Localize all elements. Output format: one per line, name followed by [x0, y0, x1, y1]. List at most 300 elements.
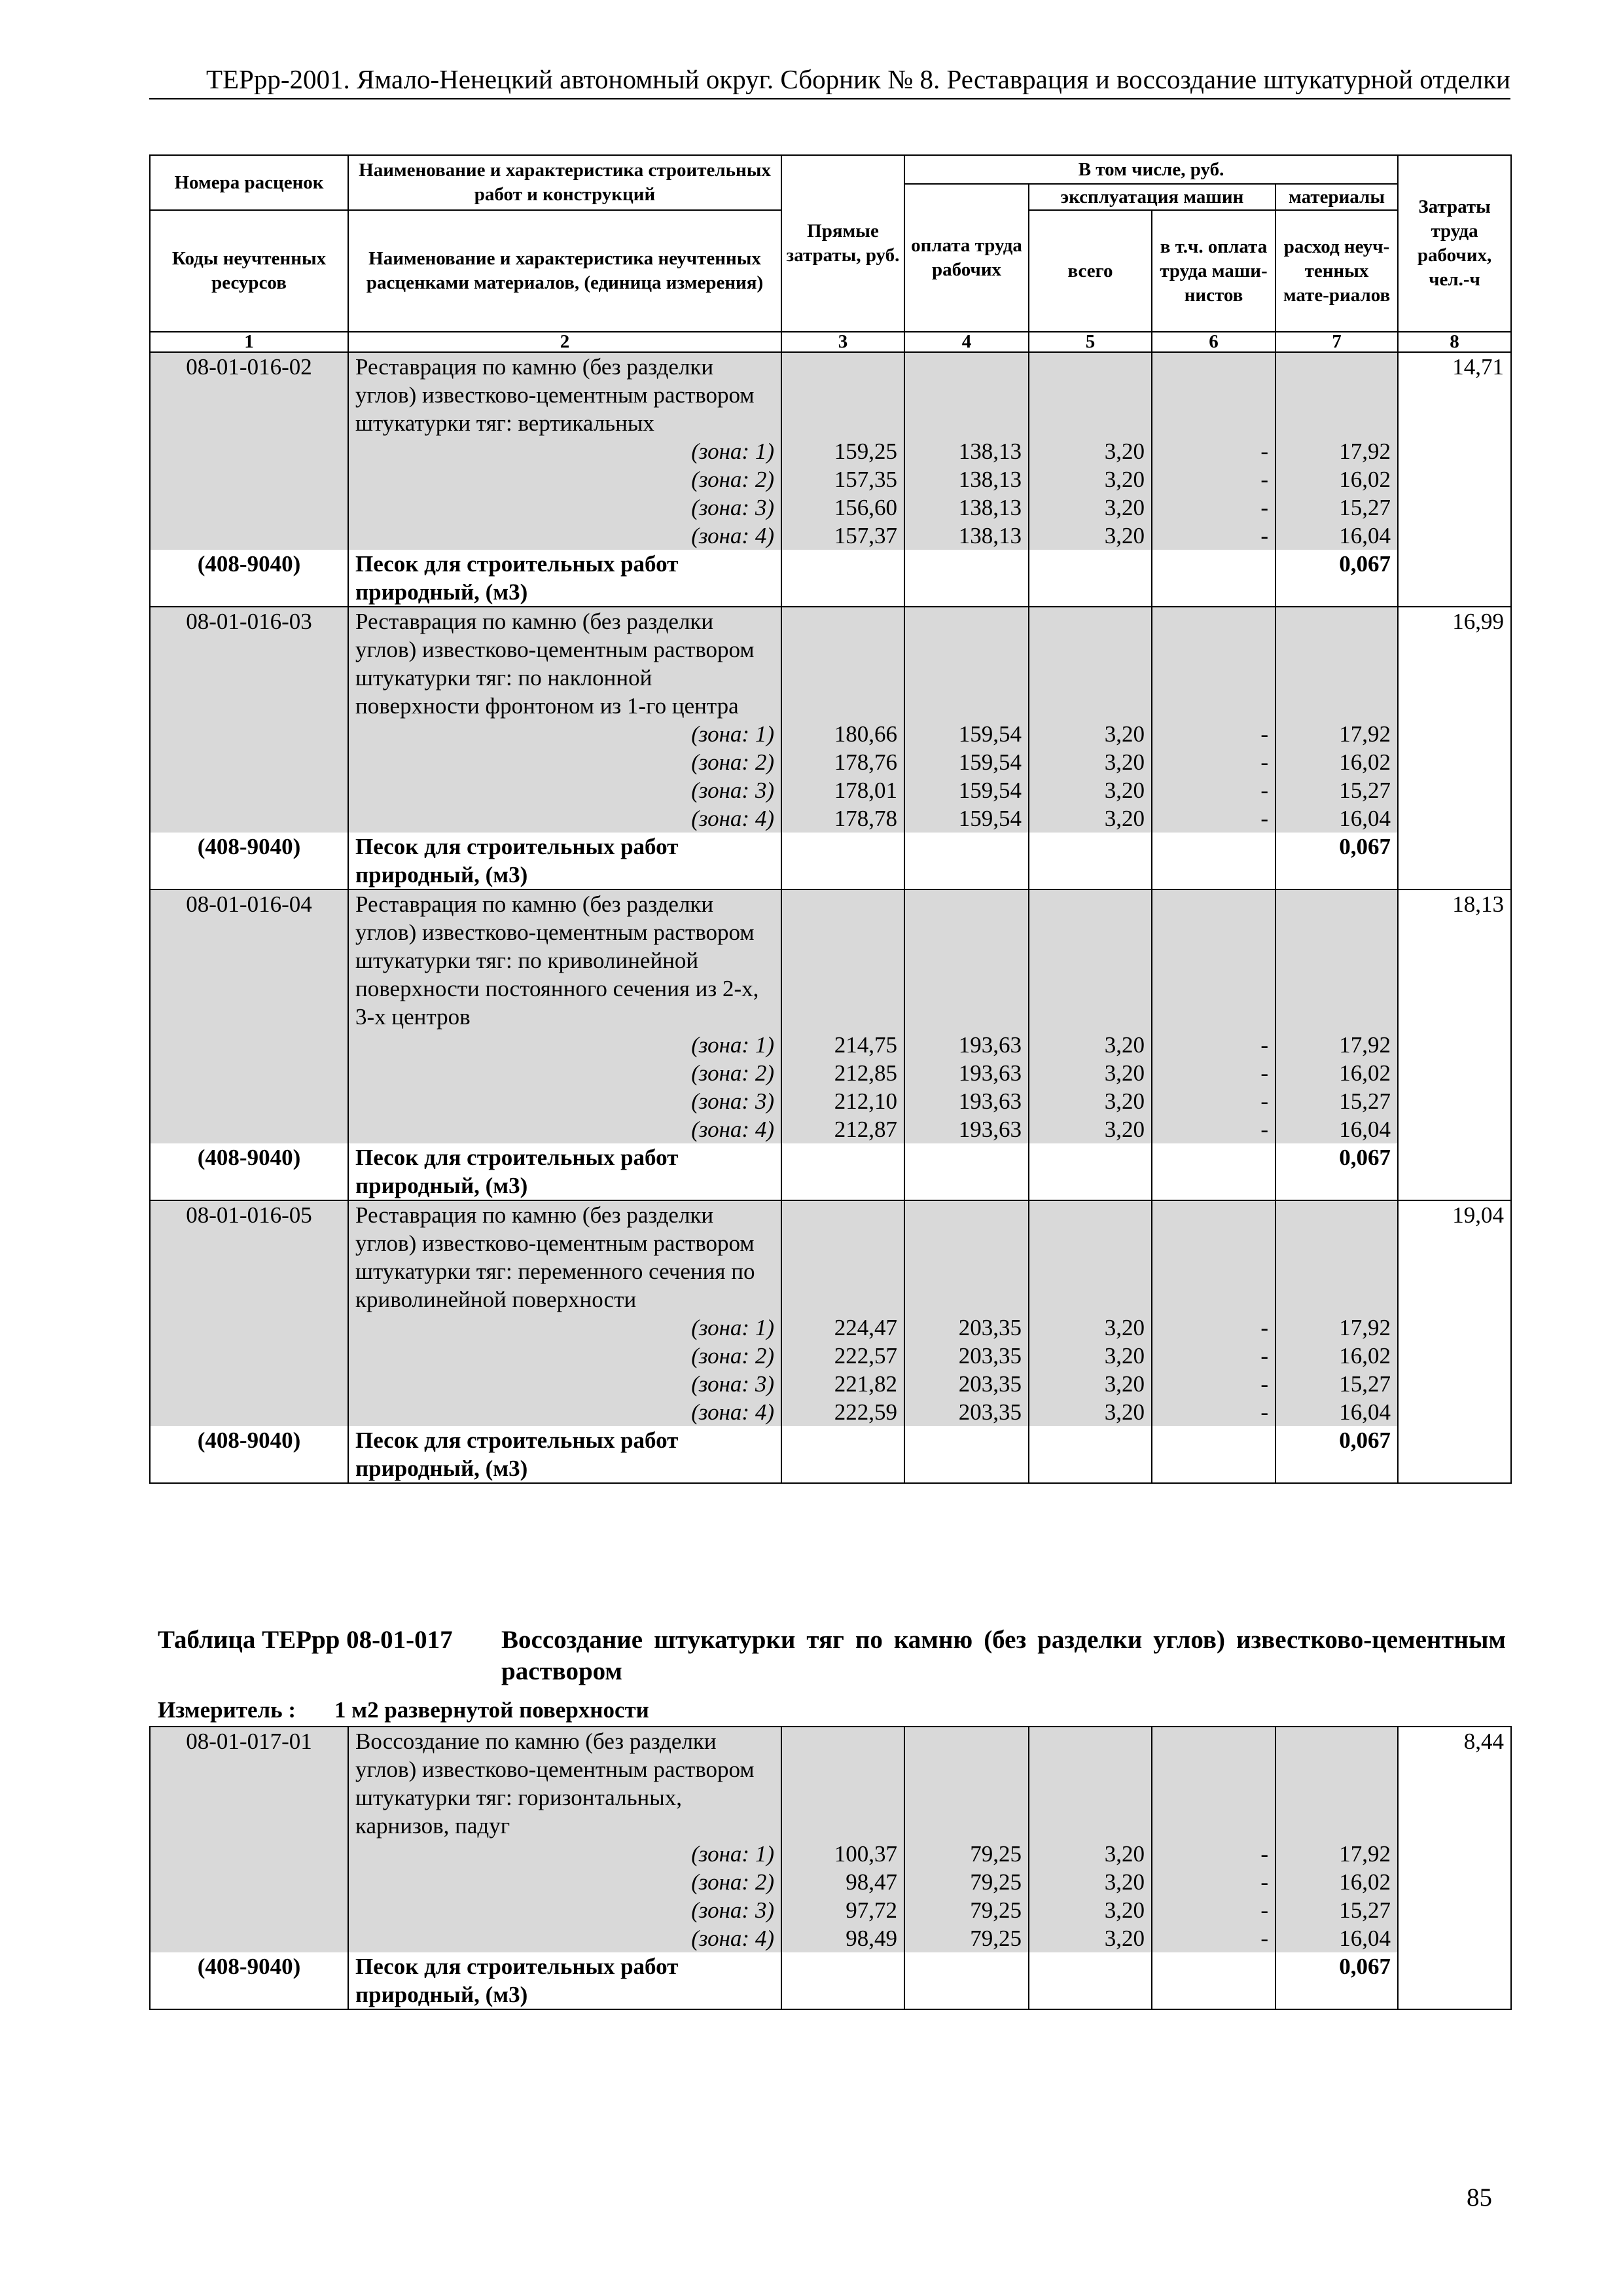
header-in-total: В том числе, руб.	[904, 155, 1398, 184]
machines-total: 3,20	[1029, 1031, 1152, 1059]
rate-row	[150, 607, 1511, 720]
rate-row	[150, 889, 1511, 1031]
rate-group	[150, 607, 1511, 889]
resource-name: Песок для строительных работ природный, (м3)	[348, 1952, 781, 2009]
empty-cell	[150, 522, 348, 550]
materials: 17,92	[1275, 1314, 1398, 1342]
machinist-labor: -	[1152, 522, 1275, 550]
resource-name: Песок для строительных работ природный, (м3)	[348, 833, 781, 889]
resource-quantity: 0,067	[1275, 1143, 1398, 1200]
empty-cell	[1398, 465, 1511, 493]
direct-costs: 180,66	[781, 720, 904, 748]
empty-cell	[1152, 1200, 1275, 1314]
direct-costs: 212,87	[781, 1115, 904, 1143]
empty-cell	[150, 1059, 348, 1087]
rate-group	[150, 352, 1511, 607]
empty-cell	[1152, 889, 1275, 1031]
labor-pay: 203,35	[904, 1342, 1029, 1370]
direct-costs: 224,47	[781, 1314, 904, 1342]
materials: 17,92	[1275, 720, 1398, 748]
empty-cell	[781, 607, 904, 720]
empty-cell	[781, 1952, 904, 2009]
machinist-labor: -	[1152, 1868, 1275, 1896]
zone-row	[150, 748, 1511, 776]
zone-label: (зона: 3)	[348, 1896, 781, 1924]
header-direct-costs: Прямые затраты, руб.	[781, 155, 904, 332]
labor-pay: 193,63	[904, 1087, 1029, 1115]
header-materials: материалы	[1275, 184, 1398, 210]
empty-cell	[1398, 776, 1511, 804]
direct-costs: 212,10	[781, 1087, 904, 1115]
resource-code: (408-9040)	[150, 1952, 348, 2009]
materials: 16,02	[1275, 1342, 1398, 1370]
empty-cell	[781, 1426, 904, 1483]
machinist-labor: -	[1152, 1370, 1275, 1398]
column-number: 7	[1275, 332, 1398, 352]
zone-label: (зона: 3)	[348, 493, 781, 522]
materials: 15,27	[1275, 1896, 1398, 1924]
table-caption: Воссоздание штукатурки тяг по камню (без разделки углов) известково-цементным раствором	[501, 1626, 1506, 1685]
machines-total: 3,20	[1029, 1087, 1152, 1115]
zone-label: (зона: 1)	[348, 437, 781, 465]
direct-costs: 222,57	[781, 1342, 904, 1370]
machines-total: 3,20	[1029, 465, 1152, 493]
zone-label: (зона: 3)	[348, 1087, 781, 1115]
column-numbers-row	[150, 332, 1511, 352]
empty-cell	[150, 748, 348, 776]
machines-total: 3,20	[1029, 1059, 1152, 1087]
empty-cell	[1029, 833, 1152, 889]
zone-row	[150, 1840, 1511, 1868]
rate-group	[150, 889, 1511, 1200]
empty-cell	[150, 1370, 348, 1398]
machines-total: 3,20	[1029, 1370, 1152, 1398]
empty-cell	[904, 1143, 1029, 1200]
empty-cell	[1029, 1952, 1152, 2009]
zone-row	[150, 720, 1511, 748]
materials: 16,02	[1275, 1868, 1398, 1896]
labor-pay: 159,54	[904, 748, 1029, 776]
resource-code: (408-9040)	[150, 1426, 348, 1483]
rate-row	[150, 1727, 1511, 1840]
zone-label: (зона: 2)	[348, 1868, 781, 1896]
direct-costs: 157,37	[781, 522, 904, 550]
machines-total: 3,20	[1029, 522, 1152, 550]
materials: 16,02	[1275, 465, 1398, 493]
empty-cell	[781, 1727, 904, 1840]
labor-pay: 193,63	[904, 1031, 1029, 1059]
rate-description: Реставрация по камню (без разделки углов) известково-цементным раствором штукатурки тяг: переменного сечения по криволинейной поверхности	[348, 1200, 781, 1314]
empty-cell	[1398, 1896, 1511, 1924]
direct-costs: 221,82	[781, 1370, 904, 1398]
labor-pay: 193,63	[904, 1059, 1029, 1087]
empty-cell	[781, 833, 904, 889]
header-rate-numbers: Номера расценок	[150, 155, 348, 210]
column-number: 6	[1152, 332, 1275, 352]
zone-row	[150, 522, 1511, 550]
zone-label: (зона: 4)	[348, 1398, 781, 1426]
measure-label: Измеритель :	[158, 1697, 296, 1723]
direct-costs: 214,75	[781, 1031, 904, 1059]
machinist-labor: -	[1152, 804, 1275, 833]
table-header	[150, 155, 1511, 352]
resource-row	[150, 1143, 1511, 1200]
empty-cell	[1398, 1370, 1511, 1398]
zone-label: (зона: 1)	[348, 1031, 781, 1059]
empty-cell	[1275, 889, 1398, 1031]
rate-group	[150, 1200, 1511, 1483]
empty-cell	[1398, 550, 1511, 607]
empty-cell	[904, 833, 1029, 889]
zone-label: (зона: 2)	[348, 748, 781, 776]
rate-description: Реставрация по камню (без разделки углов) известково-цементным раствором штукатурки тяг: по криволинейной поверхности постоянного сечения из 2-х, 3-х центров	[348, 889, 781, 1031]
rate-code: 08-01-016-05	[150, 1200, 348, 1314]
zone-label: (зона: 4)	[348, 1924, 781, 1952]
zone-label: (зона: 3)	[348, 776, 781, 804]
empty-cell	[1398, 1840, 1511, 1868]
empty-cell	[1398, 1426, 1511, 1483]
labor-pay: 138,13	[904, 437, 1029, 465]
resource-quantity: 0,067	[1275, 1426, 1398, 1483]
direct-costs: 100,37	[781, 1840, 904, 1868]
materials: 16,04	[1275, 1398, 1398, 1426]
machines-total: 3,20	[1029, 1342, 1152, 1370]
machinist-labor: -	[1152, 1087, 1275, 1115]
machinist-labor: -	[1152, 1840, 1275, 1868]
empty-cell	[904, 1200, 1029, 1314]
machinist-labor: -	[1152, 776, 1275, 804]
rate-code: 08-01-016-02	[150, 352, 348, 437]
empty-cell	[1275, 1727, 1398, 1840]
machines-total: 3,20	[1029, 1115, 1152, 1143]
direct-costs: 98,49	[781, 1924, 904, 1952]
empty-cell	[1275, 607, 1398, 720]
machines-total: 3,20	[1029, 1896, 1152, 1924]
direct-costs: 157,35	[781, 465, 904, 493]
direct-costs: 159,25	[781, 437, 904, 465]
zone-row	[150, 1087, 1511, 1115]
zone-label: (зона: 1)	[348, 1314, 781, 1342]
materials: 16,04	[1275, 804, 1398, 833]
machines-total: 3,20	[1029, 1398, 1152, 1426]
rate-description: Реставрация по камню (без разделки углов) известково-цементным раствором штукатурки тяг: по наклонной поверхности фронтоном из 1-го центра	[348, 607, 781, 720]
header-labor-pay: оплата труда рабочих	[904, 184, 1029, 332]
direct-costs: 212,85	[781, 1059, 904, 1087]
machinist-labor: -	[1152, 1342, 1275, 1370]
labor-pay: 203,35	[904, 1314, 1029, 1342]
machinist-labor: -	[1152, 1314, 1275, 1342]
direct-costs: 98,47	[781, 1868, 904, 1896]
direct-costs: 222,59	[781, 1398, 904, 1426]
resource-code: (408-9040)	[150, 1143, 348, 1200]
direct-costs: 178,78	[781, 804, 904, 833]
zone-label: (зона: 1)	[348, 1840, 781, 1868]
empty-cell	[150, 1924, 348, 1952]
materials: 16,02	[1275, 1059, 1398, 1087]
machinist-labor: -	[1152, 1115, 1275, 1143]
empty-cell	[1029, 1200, 1152, 1314]
empty-cell	[1152, 1952, 1275, 2009]
rate-group	[150, 1727, 1511, 2009]
machinist-labor: -	[1152, 437, 1275, 465]
empty-cell	[1029, 607, 1152, 720]
machinist-labor: -	[1152, 1398, 1275, 1426]
column-number: 2	[348, 332, 781, 352]
column-number: 4	[904, 332, 1029, 352]
empty-cell	[781, 1143, 904, 1200]
resource-row	[150, 1952, 1511, 2009]
machinist-labor: -	[1152, 1896, 1275, 1924]
materials: 15,27	[1275, 493, 1398, 522]
empty-cell	[150, 1868, 348, 1896]
labor-pay: 79,25	[904, 1924, 1029, 1952]
empty-cell	[1152, 1426, 1275, 1483]
empty-cell	[904, 352, 1029, 437]
machines-total: 3,20	[1029, 1314, 1152, 1342]
zone-label: (зона: 3)	[348, 1370, 781, 1398]
resource-name: Песок для строительных работ природный, (м3)	[348, 1426, 781, 1483]
zone-label: (зона: 1)	[348, 720, 781, 748]
resource-name: Песок для строительных работ природный, (м3)	[348, 550, 781, 607]
empty-cell	[1029, 889, 1152, 1031]
resource-quantity: 0,067	[1275, 833, 1398, 889]
labor-hours: 8,44	[1398, 1727, 1511, 1840]
resource-name: Песок для строительных работ природный, (м3)	[348, 1143, 781, 1200]
empty-cell	[1398, 1143, 1511, 1200]
empty-cell	[150, 1314, 348, 1342]
empty-cell	[1398, 1115, 1511, 1143]
column-number: 1	[150, 332, 348, 352]
zone-row	[150, 437, 1511, 465]
labor-pay: 159,54	[904, 720, 1029, 748]
empty-cell	[150, 1398, 348, 1426]
empty-cell	[1398, 1059, 1511, 1087]
empty-cell	[781, 550, 904, 607]
empty-cell	[1398, 1924, 1511, 1952]
empty-cell	[1275, 352, 1398, 437]
rate-row	[150, 1200, 1511, 1314]
machines-total: 3,20	[1029, 1840, 1152, 1868]
empty-cell	[1029, 550, 1152, 607]
materials: 17,92	[1275, 1031, 1398, 1059]
direct-costs: 97,72	[781, 1896, 904, 1924]
measure-unit	[158, 1696, 649, 1724]
empty-cell	[781, 889, 904, 1031]
machinist-labor: -	[1152, 748, 1275, 776]
resource-row	[150, 550, 1511, 607]
empty-cell	[1398, 720, 1511, 748]
materials: 15,27	[1275, 1370, 1398, 1398]
empty-cell	[1275, 1200, 1398, 1314]
empty-cell	[1398, 1031, 1511, 1059]
empty-cell	[1398, 748, 1511, 776]
empty-cell	[1152, 352, 1275, 437]
empty-cell	[1152, 607, 1275, 720]
machines-total: 3,20	[1029, 804, 1152, 833]
zone-label: (зона: 2)	[348, 1059, 781, 1087]
table-title	[158, 1624, 1506, 1687]
empty-cell	[1398, 1952, 1511, 2009]
labor-hours: 14,71	[1398, 352, 1511, 437]
machinist-labor: -	[1152, 1031, 1275, 1059]
materials: 15,27	[1275, 1087, 1398, 1115]
header-work-name: Наименование и характеристика строительных работ и конструкций	[348, 155, 781, 210]
header-machinist-labor: в т.ч. оплата труда маши-нистов	[1152, 210, 1275, 332]
empty-cell	[1152, 833, 1275, 889]
empty-cell	[1152, 1727, 1275, 1840]
machinist-labor: -	[1152, 1924, 1275, 1952]
empty-cell	[150, 804, 348, 833]
machines-total: 3,20	[1029, 493, 1152, 522]
labor-pay: 79,25	[904, 1840, 1029, 1868]
empty-cell	[150, 465, 348, 493]
machinist-labor: -	[1152, 465, 1275, 493]
zone-label: (зона: 2)	[348, 1342, 781, 1370]
column-number: 8	[1398, 332, 1511, 352]
resource-quantity: 0,067	[1275, 550, 1398, 607]
machines-total: 3,20	[1029, 437, 1152, 465]
empty-cell	[781, 352, 904, 437]
empty-cell	[1029, 1727, 1152, 1840]
column-number: 3	[781, 332, 904, 352]
labor-pay: 138,13	[904, 465, 1029, 493]
empty-cell	[1029, 352, 1152, 437]
zone-row	[150, 1398, 1511, 1426]
labor-pay: 138,13	[904, 522, 1029, 550]
labor-pay: 159,54	[904, 804, 1029, 833]
empty-cell	[1398, 1398, 1511, 1426]
labor-hours: 19,04	[1398, 1200, 1511, 1314]
labor-pay: 79,25	[904, 1868, 1029, 1896]
labor-pay: 193,63	[904, 1115, 1029, 1143]
zone-row	[150, 1896, 1511, 1924]
labor-hours: 18,13	[1398, 889, 1511, 1031]
empty-cell	[150, 493, 348, 522]
zone-row	[150, 1031, 1511, 1059]
materials: 16,02	[1275, 748, 1398, 776]
rate-code: 08-01-016-03	[150, 607, 348, 720]
zone-row	[150, 1115, 1511, 1143]
materials: 17,92	[1275, 437, 1398, 465]
materials: 16,04	[1275, 1924, 1398, 1952]
empty-cell	[150, 720, 348, 748]
empty-cell	[150, 1031, 348, 1059]
empty-cell	[1398, 437, 1511, 465]
rate-description: Воссоздание по камню (без разделки углов) известково-цементным раствором штукатурки тяг: горизонтальных, карнизов, падуг	[348, 1727, 781, 1840]
machines-total: 3,20	[1029, 1868, 1152, 1896]
zone-label: (зона: 4)	[348, 522, 781, 550]
empty-cell	[1152, 550, 1275, 607]
empty-cell	[1398, 1342, 1511, 1370]
zone-row	[150, 1059, 1511, 1087]
rate-code: 08-01-016-04	[150, 889, 348, 1031]
empty-cell	[1029, 1426, 1152, 1483]
page-header: ТЕРрр-2001. Ямало-Ненецкий автономный округ. Сборник № 8. Реставрация и воссоздание штукатурной отделки	[149, 60, 1510, 99]
empty-cell	[1398, 804, 1511, 833]
direct-costs: 178,76	[781, 748, 904, 776]
materials: 16,04	[1275, 522, 1398, 550]
labor-pay: 203,35	[904, 1398, 1029, 1426]
resource-row	[150, 833, 1511, 889]
zone-label: (зона: 4)	[348, 804, 781, 833]
machines-total: 3,20	[1029, 776, 1152, 804]
header-machines-total: всего	[1029, 210, 1152, 332]
empty-cell	[150, 1896, 348, 1924]
zone-row	[150, 804, 1511, 833]
direct-costs: 178,01	[781, 776, 904, 804]
rates-table	[149, 154, 1512, 1484]
rate-description: Реставрация по камню (без разделки углов) известково-цементным раствором штукатурки тяг: вертикальных	[348, 352, 781, 437]
column-number: 5	[1029, 332, 1152, 352]
zone-row	[150, 493, 1511, 522]
empty-cell	[904, 607, 1029, 720]
empty-cell	[150, 1840, 348, 1868]
resource-quantity: 0,067	[1275, 1952, 1398, 2009]
zone-row	[150, 1868, 1511, 1896]
machines-total: 3,20	[1029, 748, 1152, 776]
header-labor-cost: Затраты труда рабочих, чел.-ч	[1398, 155, 1511, 332]
zone-label: (зона: 4)	[348, 1115, 781, 1143]
materials: 16,04	[1275, 1115, 1398, 1143]
resource-code: (408-9040)	[150, 833, 348, 889]
machinist-labor: -	[1152, 493, 1275, 522]
table-label: Таблица ТЕРрр 08-01-017	[158, 1626, 453, 1654]
machinist-labor: -	[1152, 1059, 1275, 1087]
empty-cell	[904, 1952, 1029, 2009]
labor-pay: 138,13	[904, 493, 1029, 522]
header-machines: эксплуатация машин	[1029, 184, 1275, 210]
empty-cell	[1152, 1143, 1275, 1200]
empty-cell	[904, 1426, 1029, 1483]
empty-cell	[1398, 493, 1511, 522]
labor-pay: 203,35	[904, 1370, 1029, 1398]
labor-hours: 16,99	[1398, 607, 1511, 720]
empty-cell	[904, 550, 1029, 607]
materials: 17,92	[1275, 1840, 1398, 1868]
zone-row	[150, 1342, 1511, 1370]
empty-cell	[150, 437, 348, 465]
rate-code: 08-01-017-01	[150, 1727, 348, 1840]
machinist-labor: -	[1152, 720, 1275, 748]
empty-cell	[150, 776, 348, 804]
resource-row	[150, 1426, 1511, 1483]
machines-total: 3,20	[1029, 1924, 1152, 1952]
header-material-name: Наименование и характеристика неучтенных расценками материалов, (единица измерения)	[348, 210, 781, 332]
empty-cell	[150, 1115, 348, 1143]
zone-row	[150, 1314, 1511, 1342]
empty-cell	[1029, 1143, 1152, 1200]
empty-cell	[1398, 833, 1511, 889]
direct-costs: 156,60	[781, 493, 904, 522]
header-materials-consumption: расход неуч-тенных мате-риалов	[1275, 210, 1398, 332]
zone-row	[150, 1924, 1511, 1952]
rates-table-2	[149, 1726, 1512, 2010]
empty-cell	[1398, 1314, 1511, 1342]
empty-cell	[1398, 1868, 1511, 1896]
empty-cell	[1398, 522, 1511, 550]
zone-row	[150, 1370, 1511, 1398]
zone-row	[150, 776, 1511, 804]
empty-cell	[150, 1087, 348, 1115]
measure-value: 1 м2 развернутой поверхности	[334, 1697, 649, 1723]
zone-row	[150, 465, 1511, 493]
machines-total: 3,20	[1029, 720, 1152, 748]
materials: 15,27	[1275, 776, 1398, 804]
empty-cell	[904, 889, 1029, 1031]
empty-cell	[150, 1342, 348, 1370]
page-number: 85	[1467, 2183, 1492, 2212]
rate-row	[150, 352, 1511, 437]
